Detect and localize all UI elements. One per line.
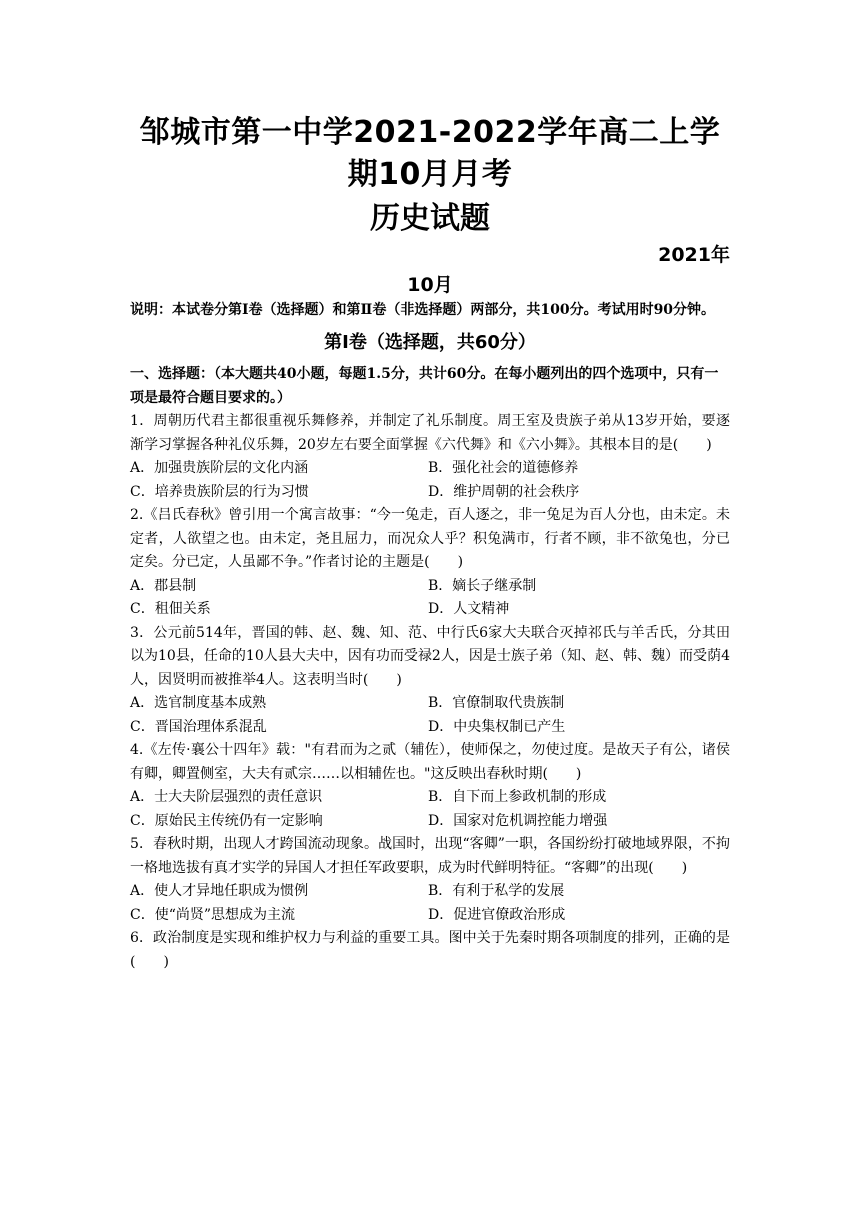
question-options bbox=[130, 786, 730, 833]
option-a: A．使人才异地任职成为惯例 bbox=[130, 883, 309, 899]
exam-date-year: 2021年 bbox=[658, 244, 730, 266]
option-c: C．培养贵族阶层的行为习惯 bbox=[130, 483, 309, 500]
option-c: C．晋国治理体系混乱 bbox=[130, 718, 267, 735]
option-b: B．有利于私学的发展 bbox=[428, 883, 565, 899]
exam-note: 说明：本试卷分第Ⅰ卷（选择题）和第Ⅱ卷（非选择题）两部分，共100分。考试用时90分钟。 bbox=[130, 302, 716, 318]
question-4 bbox=[130, 739, 730, 833]
option-d: D．中央集权制已产生 bbox=[428, 718, 566, 735]
question-stem: 4.《左传·襄公十四年》载："有君而为之贰（辅佐），使师保之，勿使过度。是故天子有公，诸侯有卿，卿置侧室，大夫有贰宗……以相辅佐也。"这反映出春秋时期( ) bbox=[130, 742, 730, 782]
option-c: C．使“尚贤”思想成为主流 bbox=[130, 906, 296, 923]
question-options bbox=[130, 575, 730, 622]
option-d: D．促进官僚政治形成 bbox=[428, 906, 566, 923]
exam-page bbox=[130, 112, 730, 974]
section-title: 第Ⅰ卷（选择题，共60分） bbox=[324, 332, 536, 353]
section-instructions: 一、选择题：（本大题共40小题，每题1.5分，共计60分。在每小题列出的四个选项中，只有一项是最符合题目要求的。） bbox=[130, 366, 719, 406]
option-b: B．强化社会的道德修养 bbox=[428, 460, 579, 476]
option-b: B．嫡长子继承制 bbox=[428, 577, 537, 594]
question-options bbox=[130, 880, 730, 927]
option-c: C．租佃关系 bbox=[130, 601, 211, 617]
option-d: D．人文精神 bbox=[428, 601, 510, 617]
option-a: A．郡县制 bbox=[130, 577, 197, 594]
option-d: D．国家对危机调控能力增强 bbox=[428, 812, 608, 829]
option-b: B．自下而上参政机制的形成 bbox=[428, 789, 607, 805]
question-options bbox=[130, 457, 730, 504]
exam-title: 邹城市第一中学2021-2022学年高二上学期10月月考 bbox=[139, 115, 721, 192]
option-a: A．士大夫阶层强烈的责任意识 bbox=[130, 789, 323, 805]
question-1 bbox=[130, 410, 730, 504]
question-3 bbox=[130, 622, 730, 740]
option-a: A．加强贵族阶层的文化内涵 bbox=[130, 460, 309, 476]
question-2 bbox=[130, 504, 730, 622]
question-stem: 3．公元前514年，晋国的韩、赵、魏、知、范、中行氏6家大夫联合灭掉祁氏与羊舌氏，分其田以为10县，任命的10人县大夫中，因有功而受禄2人，因是士族子弟（知、赵、韩、魏）而受荫4人，因贤明而被推举4人。这表明当时( ) bbox=[130, 624, 730, 688]
question-5 bbox=[130, 833, 730, 927]
option-d: D．维护周朝的社会秩序 bbox=[428, 483, 580, 500]
question-6 bbox=[130, 927, 730, 974]
option-c: C．原始民主传统仍有一定影响 bbox=[130, 812, 323, 829]
question-options bbox=[130, 692, 730, 739]
question-stem: 1．周朝历代君主都很重视乐舞修养，并制定了礼乐制度。周王室及贵族子弟从13岁开始，要逐渐学习掌握各种礼仪乐舞，20岁左右要全面掌握《六代舞》和《六小舞》。其根本目的是( ) bbox=[130, 413, 730, 453]
exam-date-month: 10月 bbox=[407, 274, 453, 296]
question-stem: 5．春秋时期，出现人才跨国流动现象。战国时，出现“客卿”一职，各国纷纷打破地域界限，不拘一格地选拔有真才实学的异国人才担任军政要职，成为时代鲜明特征。“客卿”的出现( ) bbox=[130, 836, 730, 876]
question-stem: 2.《吕氏春秋》曾引用一个寓言故事：“今一兔走，百人逐之，非一兔足为百人分也，由未定。未定者，人欲望之也。由未定，尧且屈力，而况众人乎？积兔满市，行者不顾，非不欲兔也，分已定矣。分已定，人虽鄙不争。”作者讨论的主题是( ) bbox=[130, 507, 730, 570]
option-b: B．官僚制取代贵族制 bbox=[428, 695, 565, 711]
question-stem: 6．政治制度是实现和维护权力与利益的重要工具。图中关于先秦时期各项制度的排列，正确的是( ) bbox=[130, 930, 730, 970]
subject-title: 历史试题 bbox=[370, 201, 490, 236]
option-a: A．选官制度基本成熟 bbox=[130, 695, 267, 711]
